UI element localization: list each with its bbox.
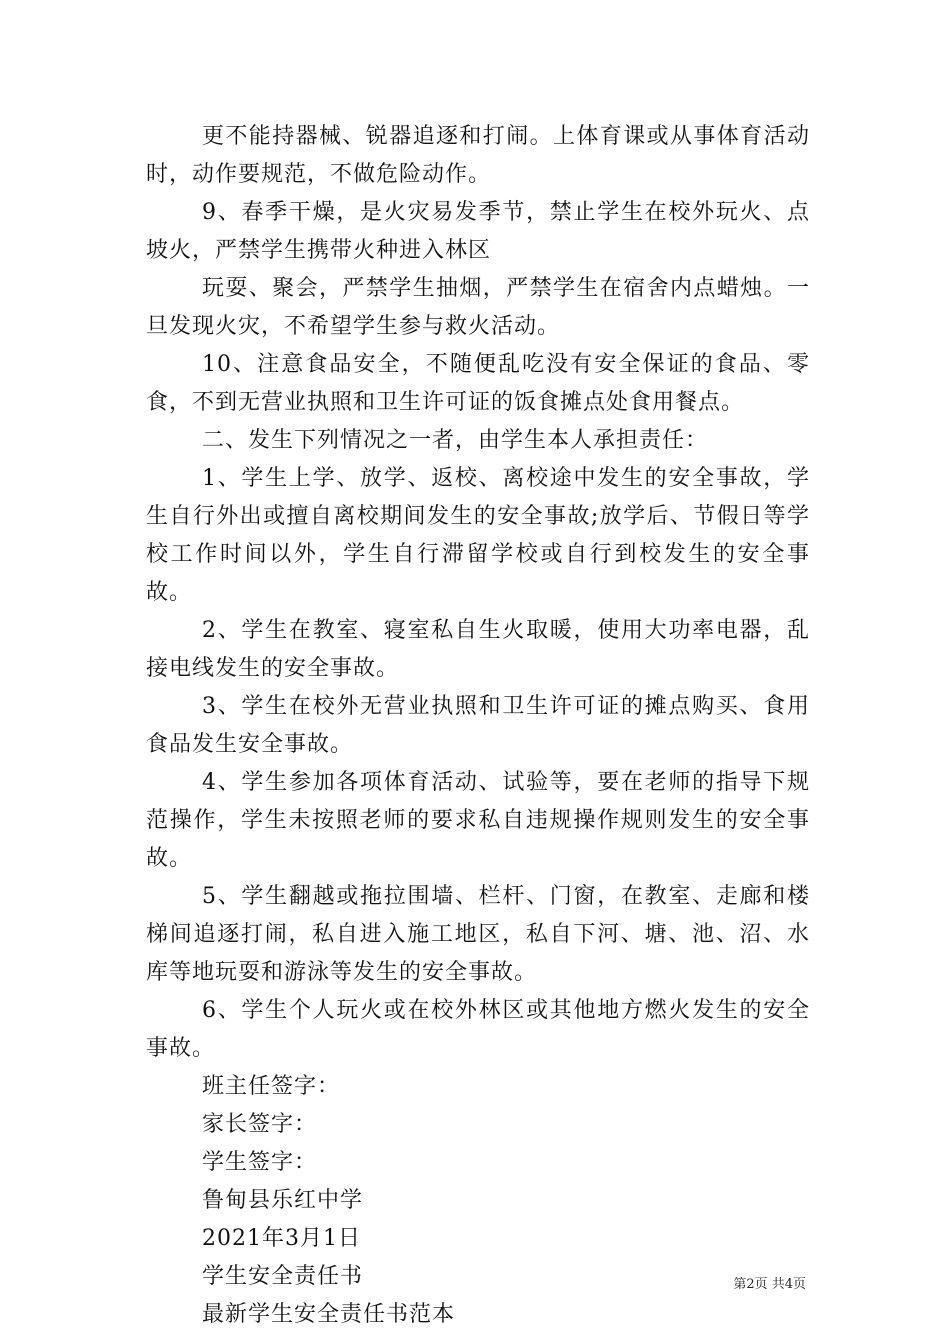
paragraph-fire: 玩耍、聚会，严禁学生抽烟，严禁学生在宿舍内点蜡烛。一旦发现火灾，不希望学生参与救火活动。 bbox=[146, 276, 810, 339]
paragraph-liability-5: 5、学生翻越或拖拉围墙、栏杆、门窗，在教室、走廊和楼梯间追逐打闹，私自进入施工地区，私自下河、塘、池、沼、水库等地玩耍和游泳等发生的安全事故。 bbox=[146, 884, 810, 985]
document-subtitle: 最新学生安全责任书范本 bbox=[202, 1302, 456, 1327]
teacher-signature-label: 班主任签字： bbox=[202, 1074, 341, 1099]
paragraph-liability-2: 2、学生在教室、寝室私自生火取暖，使用大功率电器，乱接电线发生的安全事故。 bbox=[146, 618, 810, 681]
parent-signature-label: 家长签字： bbox=[202, 1112, 318, 1137]
paragraph-liability-6: 6、学生个人玩火或在校外林区或其他地方燃火发生的安全事故。 bbox=[146, 998, 810, 1061]
paragraph-liability-1: 1、学生上学、放学、返校、离校途中发生的安全事故，学生自行外出或擅自离校期间发生的安全事故;放学后、节假日等学校工作时间以外，学生自行滞留学校或自行到校发生的安全事故。 bbox=[146, 466, 810, 605]
paragraph-item-10: 10、注意食品安全，不随便乱吃没有安全保证的食品、零食，不到无营业执照和卫生许可证的饭食摊点处食用餐点。 bbox=[146, 352, 810, 415]
paragraph-liability-4: 4、学生参加各项体育活动、试验等，要在老师的指导下规范操作，学生未按照老师的要求私自违规操作规则发生的安全事故。 bbox=[146, 770, 810, 871]
document-title: 学生安全责任书 bbox=[202, 1264, 364, 1289]
page-number-footer: 第2页 共4页 bbox=[733, 1277, 806, 1292]
document-body bbox=[146, 118, 810, 1334]
paragraph-item-9: 9、春季干燥，是火灾易发季节，禁止学生在校外玩火、点坡火，严禁学生携带火种进入林区 bbox=[146, 200, 810, 263]
school-name: 鲁甸县乐红中学 bbox=[202, 1188, 364, 1213]
student-signature-label: 学生签字： bbox=[202, 1150, 318, 1175]
section-heading-2: 二、发生下列情况之一者，由学生本人承担责任： bbox=[202, 428, 709, 453]
document-date: 2021年3月1日 bbox=[202, 1226, 361, 1251]
paragraph-liability-3: 3、学生在校外无营业执照和卫生许可证的摊点购买、食用食品发生安全事故。 bbox=[146, 694, 810, 757]
paragraph-conduct: 更不能持器械、锐器追逐和打闹。上体育课或从事体育活动时，动作要规范，不做危险动作。 bbox=[146, 124, 810, 187]
